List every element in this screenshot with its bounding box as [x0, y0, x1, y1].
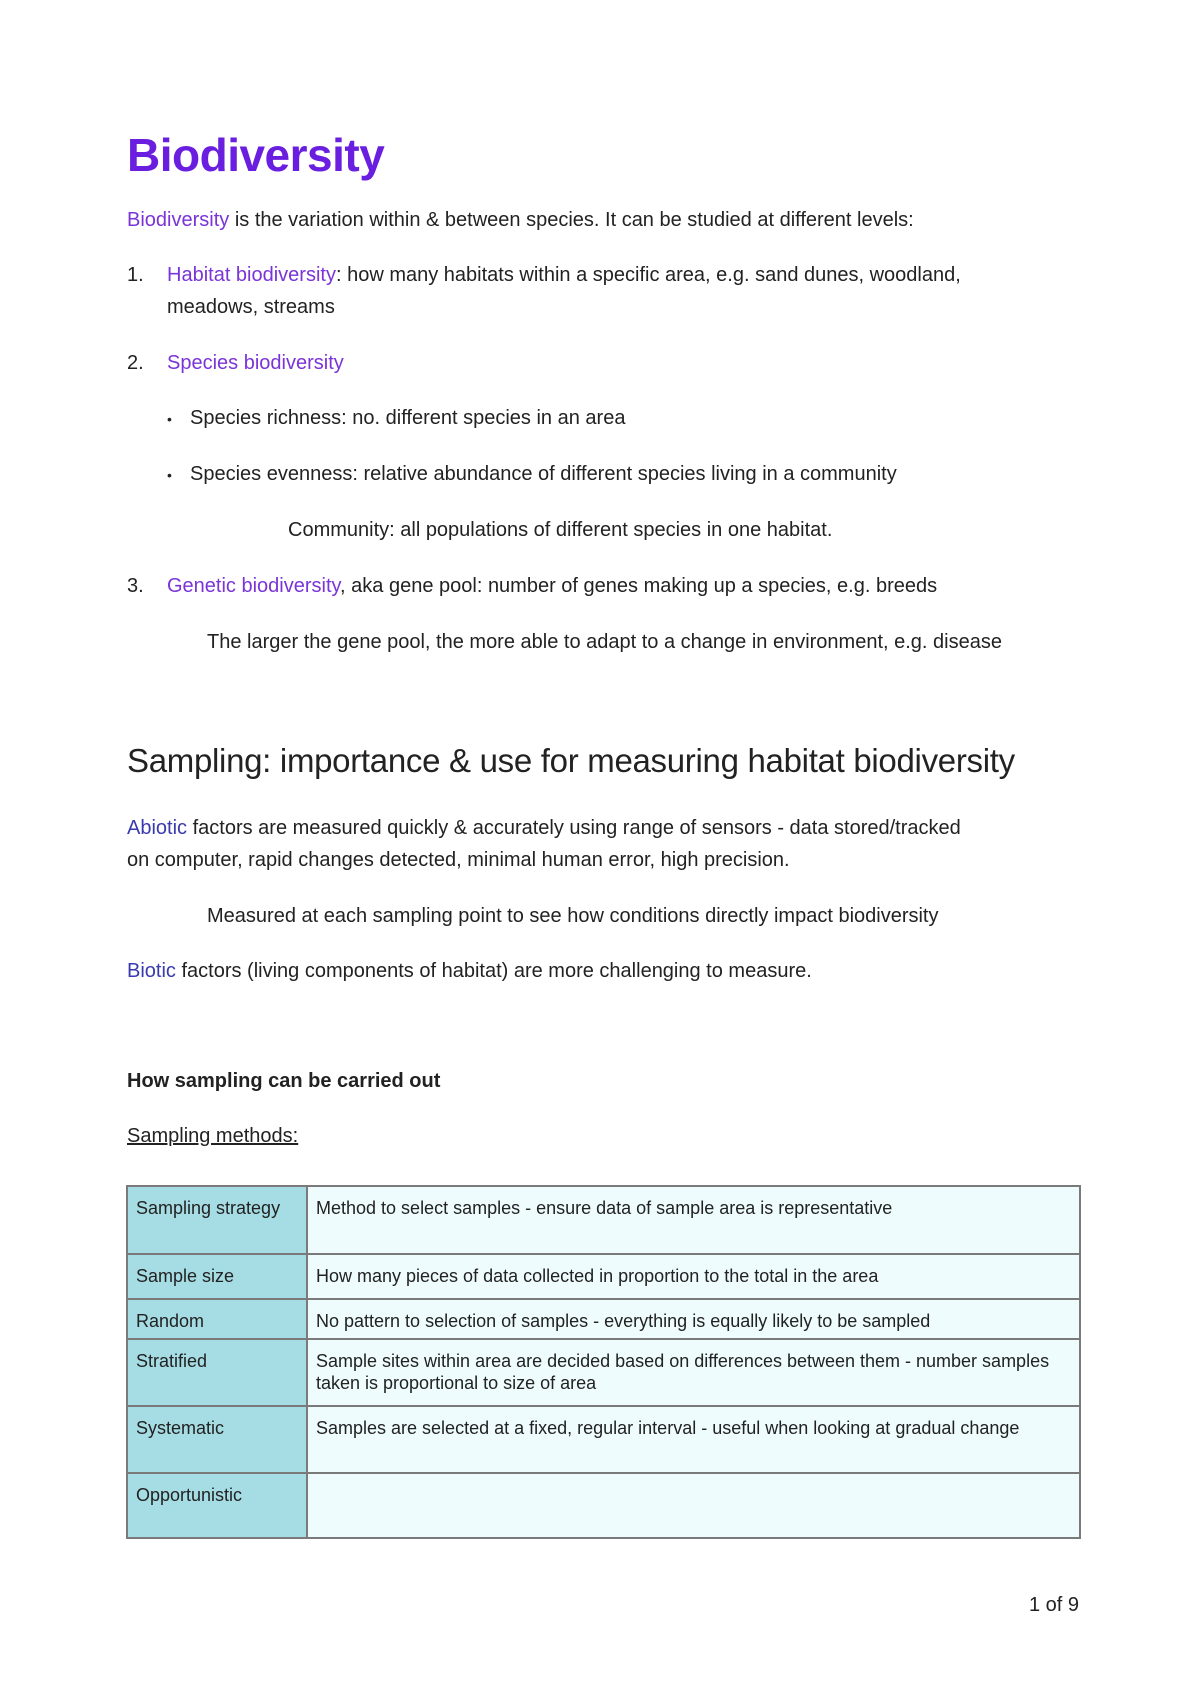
biotic-paragraph — [127, 955, 812, 987]
intro-paragraph — [127, 204, 914, 236]
intro-text: is the variation within & between species. It can be studied at different levels: — [229, 209, 914, 231]
bullet-species-evenness — [167, 458, 897, 491]
list-number: 3. — [127, 575, 144, 597]
bullet-icon: • — [167, 411, 172, 427]
table-row — [127, 1186, 1080, 1254]
table-row — [127, 1406, 1080, 1473]
page-number: 1 of 9 — [1029, 1594, 1080, 1616]
table-row — [127, 1254, 1080, 1299]
sampling-methods-table — [126, 1185, 1081, 1539]
bullet-species-richness — [167, 402, 625, 435]
intro-term: Biodiversity — [127, 209, 230, 231]
list-item-habitat — [127, 259, 961, 291]
community-note: Community: all populations of different species in one habitat. — [288, 519, 833, 541]
list-number: 1. — [127, 264, 144, 286]
list-item-genetic — [127, 570, 937, 602]
table-row — [127, 1299, 1080, 1339]
table-value-cell: Samples are selected at a fixed, regular interval - useful when looking at gradual change — [307, 1406, 1080, 1473]
sampling-methods-label: Sampling methods: — [127, 1125, 299, 1147]
list-item-species — [127, 347, 344, 379]
habitat-term: Habitat biodiversity — [167, 264, 336, 286]
table-key-cell: Random — [127, 1299, 307, 1339]
genetic-term: Genetic biodiversity — [167, 575, 341, 597]
abiotic-paragraph — [127, 812, 961, 844]
biotic-term: Biotic — [127, 960, 176, 982]
table-key-cell: Stratified — [127, 1339, 307, 1406]
list-number: 2. — [127, 352, 144, 374]
bullet-icon: • — [167, 467, 172, 483]
table-value-cell: No pattern to selection of samples - everything is equally likely to be sampled — [307, 1299, 1080, 1339]
abiotic-term: Abiotic — [127, 817, 188, 839]
table-value-cell: Sample sites within area are decided based on differences between them - number samples taken is proportional to size of area — [307, 1339, 1080, 1406]
table-key-cell: Opportunistic — [127, 1473, 307, 1538]
bullet-text: Species richness: no. different species in an area — [190, 407, 626, 429]
table-value-cell: Method to select samples - ensure data of sample area is representative — [307, 1186, 1080, 1254]
genetic-text: , aka gene pool: number of genes making up a species, e.g. breeds — [340, 575, 938, 597]
species-term: Species biodiversity — [167, 352, 344, 374]
table-row — [127, 1339, 1080, 1406]
page-title: Biodiversity — [127, 129, 385, 181]
table-key-cell: Sampling strategy — [127, 1186, 307, 1254]
table-value-cell: How many pieces of data collected in proportion to the total in the area — [307, 1254, 1080, 1299]
bullet-text: Species evenness: relative abundance of different species living in a community — [190, 463, 897, 485]
table-row — [127, 1473, 1080, 1538]
how-sampling-heading: How sampling can be carried out — [127, 1070, 441, 1092]
biotic-text: factors (living components of habitat) are more challenging to measure. — [175, 960, 812, 982]
table-value-cell — [307, 1473, 1080, 1538]
sampling-heading: Sampling: importance & use for measuring habitat biodiversity — [127, 742, 1015, 779]
table-key-cell: Sample size — [127, 1254, 307, 1299]
habitat-text-cont: meadows, streams — [167, 296, 335, 318]
abiotic-note: Measured at each sampling point to see how conditions directly impact biodiversity — [207, 905, 939, 927]
gene-pool-note: The larger the gene pool, the more able to adapt to a change in environment, e.g. disease — [207, 631, 1002, 653]
abiotic-text-cont: on computer, rapid changes detected, minimal human error, high precision. — [127, 849, 790, 871]
abiotic-text: factors are measured quickly & accurately using range of sensors - data stored/tracked — [187, 817, 961, 839]
table-key-cell: Systematic — [127, 1406, 307, 1473]
habitat-text: : how many habitats within a specific area, e.g. sand dunes, woodland, — [335, 264, 961, 286]
